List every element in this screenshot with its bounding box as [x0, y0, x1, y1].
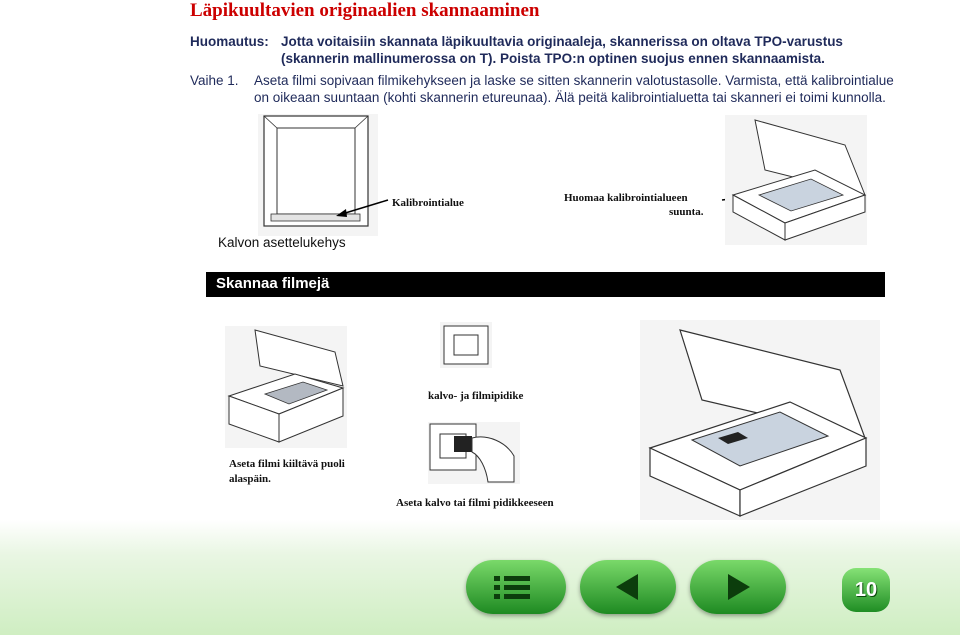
- menu-button[interactable]: [466, 560, 566, 614]
- page-number: 10: [842, 568, 890, 612]
- insert-label: Aseta kalvo tai filmi pidikkeeseen: [396, 497, 554, 509]
- step-line-1: Aseta filmi sopivaan filmikehykseen ja laske se sitten skannerin valotustasolle. Varmista, että kalibrointialue: [254, 73, 894, 88]
- holder-label: kalvo- ja filmipidike: [428, 390, 524, 402]
- note-line-2: (skannerin mallinumerossa on T). Poista TPO:n optinen suojus ennen skannaamista.: [281, 51, 825, 66]
- back-arrow-icon: [580, 560, 676, 614]
- section-header: [206, 272, 885, 297]
- back-button[interactable]: [580, 560, 676, 614]
- note-line-1: Jotta voitaisiin skannata läpikuultavia originaaleja, skannerissa on oltava TPO-varustus: [281, 34, 843, 49]
- forward-button[interactable]: [690, 560, 786, 614]
- scanner-illustration-3: [640, 320, 880, 520]
- menu-icon: [466, 560, 566, 614]
- calibration-arrow: [330, 190, 390, 220]
- section-title: Skannaa filmejä: [216, 275, 330, 292]
- step-label: Vaihe 1.: [190, 73, 239, 88]
- page-title: Läpikuultavien originaalien skannaaminen: [190, 0, 540, 21]
- insert-film-illustration: [428, 422, 520, 484]
- shiny-label-1: Aseta filmi kiiltävä puoli: [229, 458, 345, 470]
- forward-arrow-icon: [690, 560, 786, 614]
- direction-label-1: Huomaa kalibrointialueen: [564, 192, 688, 204]
- note-label: Huomautus:: [190, 34, 269, 49]
- direction-label-2: suunta.: [669, 206, 704, 218]
- scanner-illustration-1: [725, 115, 867, 245]
- film-holder-illustration: [440, 322, 492, 368]
- frame-caption: Kalvon asettelukehys: [218, 235, 346, 250]
- shiny-label-2: alaspäin.: [229, 473, 271, 485]
- scanner-illustration-2: [225, 326, 347, 448]
- calibration-label: Kalibrointialue: [392, 197, 464, 209]
- step-line-2: on oikeaan suuntaan (kohti skannerin etureunaa). Älä peitä kalibrointialuetta tai skanneri ei toimi kunnolla.: [254, 90, 886, 105]
